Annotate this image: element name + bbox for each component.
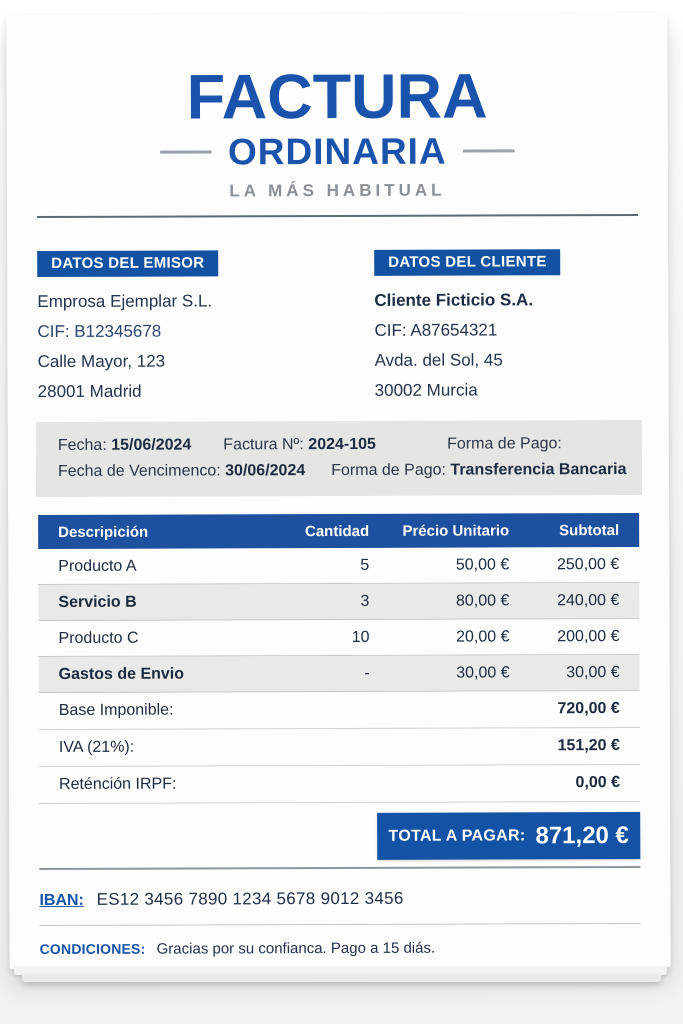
header-subtotal: Subtotal xyxy=(559,521,620,539)
invoice-subtitle: ORDINARIA xyxy=(227,130,447,173)
item-qty: - xyxy=(364,664,370,682)
item-qty: 3 xyxy=(360,592,370,610)
client-name: Cliente Ficticio S.A. xyxy=(374,290,534,310)
summary-row-iva xyxy=(39,728,640,767)
pago-field xyxy=(331,457,626,484)
iban-value: ES12 3456 7890 1234 5678 9012 3456 xyxy=(96,888,404,909)
summary-value: 720,00 € xyxy=(557,700,620,718)
summary-label: Reténción IRPF: xyxy=(58,775,177,793)
left-dash-rule xyxy=(160,150,212,153)
numero-field xyxy=(223,432,376,459)
item-desc: Gastos de Envio xyxy=(58,665,185,683)
invoice-tagline: LA MÁS HABITUAL xyxy=(229,180,446,201)
item-qty: 5 xyxy=(360,556,370,574)
summary-row-retencion-irpf xyxy=(39,765,640,804)
item-price: 20,00 € xyxy=(456,627,510,646)
header-descripcion: Descripición xyxy=(58,523,149,541)
emitter-details xyxy=(37,286,374,407)
total-section xyxy=(39,812,640,861)
item-qty: 10 xyxy=(351,628,370,646)
vencimiento-field xyxy=(58,458,305,485)
item-desc: Servicio B xyxy=(58,593,137,611)
item-desc: Producto A xyxy=(58,557,137,575)
table-row xyxy=(38,619,639,657)
summary-row-base-imponible xyxy=(39,691,640,730)
client-city: 30002 Murcia xyxy=(374,380,478,400)
iban-row xyxy=(39,883,640,916)
summary-value: 0,00 € xyxy=(575,774,621,792)
invoice-meta-bar xyxy=(36,420,642,497)
summary-label: IVA (21%): xyxy=(58,738,135,756)
client-block xyxy=(374,249,639,406)
paper-stack-edge xyxy=(22,974,661,982)
invoice-subtitle-row xyxy=(37,132,638,171)
meta-row-2 xyxy=(57,457,627,485)
total-a-pagar-box xyxy=(377,812,640,860)
total-value: 871,20 € xyxy=(535,821,629,849)
table-row xyxy=(38,583,639,621)
item-subtotal: 240,00 € xyxy=(557,591,620,609)
item-price: 30,00 € xyxy=(456,663,510,682)
pago-label: Forma de Pago: xyxy=(331,461,446,480)
condiciones-row xyxy=(40,935,641,962)
item-subtotal: 30,00 € xyxy=(566,663,620,681)
item-price: 80,00 € xyxy=(455,591,510,610)
fecha-label: Fecha: xyxy=(57,436,107,454)
vencimiento-label: Fecha de Vencimenco: xyxy=(57,462,221,480)
pago-top-label: Forma de Pago: xyxy=(447,435,562,453)
iban-label: IBAN: xyxy=(39,891,84,910)
invoice-sheet xyxy=(6,13,670,969)
iban-divider xyxy=(40,923,641,926)
emitter-heading: DATOS DEL EMISOR xyxy=(37,250,218,277)
client-details xyxy=(374,285,638,406)
header-precio-unitario: Précio Unitario xyxy=(402,521,510,540)
item-subtotal: 200,00 € xyxy=(557,627,620,645)
item-price: 50,00 € xyxy=(455,555,510,574)
header-cantidad: Cantidad xyxy=(304,522,370,540)
parties-section xyxy=(37,249,639,407)
table-row xyxy=(38,547,639,585)
summary-label: Base Imponible: xyxy=(58,701,174,719)
invoice-title: FACTURA xyxy=(186,61,488,133)
invoice-title-block xyxy=(37,61,638,202)
client-cif: CIF: A87654321 xyxy=(374,320,498,340)
numero-value: 2024-105 xyxy=(308,435,376,454)
item-desc: Producto C xyxy=(58,629,139,647)
right-dash-rule xyxy=(463,149,515,152)
emitter-address: Calle Mayor, 123 xyxy=(37,351,166,372)
fecha-field xyxy=(58,433,192,459)
emitter-name: Emprosa Ejemplar S.L. xyxy=(37,291,213,312)
emitter-cif: CIF: B12345678 xyxy=(37,321,162,342)
footer-divider xyxy=(39,866,640,870)
client-address: Avda. del Sol, 45 xyxy=(374,350,503,370)
summary-value: 151,20 € xyxy=(557,737,620,755)
vencimiento-value: 30/06/2024 xyxy=(225,462,306,480)
item-subtotal: 250,00 € xyxy=(556,555,620,573)
fecha-value: 15/06/2024 xyxy=(111,436,192,454)
table-header-row xyxy=(38,513,639,549)
emitter-block xyxy=(37,250,375,407)
total-label: TOTAL A PAGAR: xyxy=(388,826,526,845)
table-row xyxy=(39,655,640,693)
condiciones-label: CONDICIONES: xyxy=(39,940,146,958)
emitter-city: 28001 Madrid xyxy=(37,381,142,402)
pago-value: Transferencia Bancaria xyxy=(450,460,627,479)
numero-label: Factura Nº: xyxy=(223,436,304,454)
header-divider xyxy=(37,214,638,218)
meta-row-1 xyxy=(58,431,620,459)
condiciones-value: Gracias por su confianca. Pago a 15 diás. xyxy=(156,939,436,958)
client-heading: DATOS DEL CLIENTE xyxy=(374,249,561,276)
line-items-table xyxy=(38,513,640,804)
